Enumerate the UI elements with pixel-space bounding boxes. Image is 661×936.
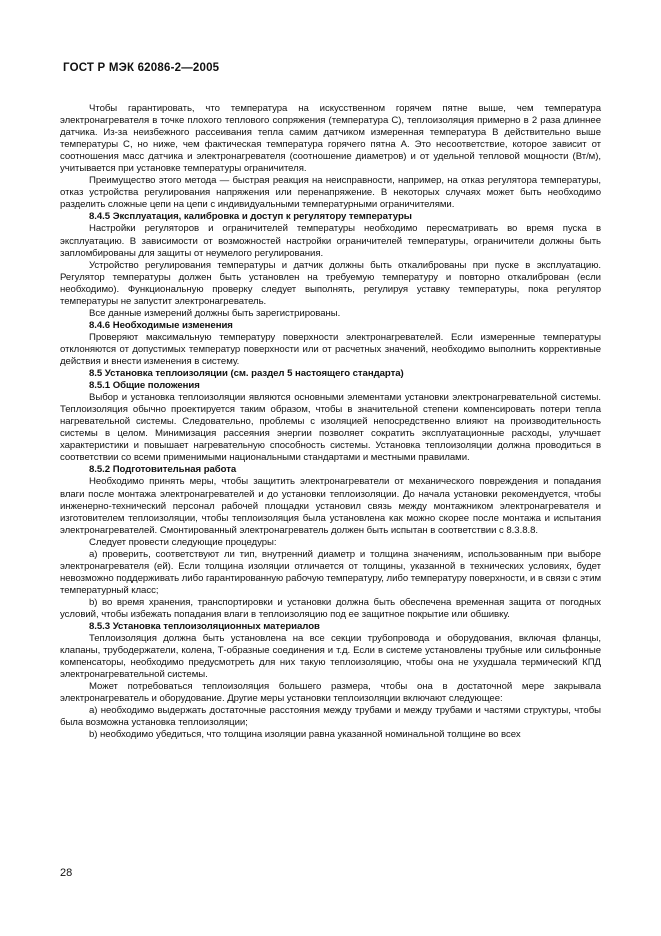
section-heading: 8.5.1 Общие положения xyxy=(89,380,200,392)
body-paragraph: a) проверить, соответствуют ли тип, внутренний диаметр и толщина значениям, использованным при выборе электронагревателя (ей). Если толщина изоляции отличается от толщины, указанной в технических условиях, будет невозможно поддерживать либо гарантированную рабочую температуру, либо температуру поверхности, и в связи с этим температурный класс; xyxy=(60,548,601,596)
body-paragraph: Выбор и установка теплоизоляции являются основными элементами установки электронагревательной системы. Теплоизоляция обычно проектируется таким образом, чтобы в значительной степени компенсировать потери тепла нагревательной системы. Следовательно, проблемы с изоляцией непосредственно влияют на производительность системы в целом. Минимизация рассеяния энергии позволяет сократить эксплуатационные расходы, улучшает характеристики и повышает нагревательную способность системы. Установка теплоизоляции должна проводиться в соответствии со всеми применимыми национальными стандартами и местными правилами. xyxy=(60,392,601,464)
body-paragraph: Следует провести следующие процедуры: xyxy=(89,536,277,548)
body-paragraph: Все данные измерений должны быть зарегистрированы. xyxy=(89,307,341,319)
body-paragraph: Устройство регулирования температуры и датчик должны быть откалиброваны при пуске в эксплуатацию. Регулятор температуры должен быть установлен на требуемую температуру и повторно откалиброван (если необходимо). Функциональную проверку следует выполнять, регулируя уставку температуры, пока регулятор температуры не запустит электронагреватель. xyxy=(60,259,601,307)
section-heading: 8.5.2 Подготовительная работа xyxy=(89,464,237,476)
body-paragraph: Проверяют максимальную температуру поверхности электронагревателей. Если измеренные температуры отклоняются от допустимых температур поверхности или от расчетных значений, необходимо выполнить коррективные действия и внести изменения в систему. xyxy=(60,331,601,367)
section-heading: 8.5 Установка теплоизоляции (см. раздел 5 настоящего стандарта) xyxy=(89,368,404,380)
body-paragraph: Теплоизоляция должна быть установлена на все секции трубопровода и оборудования, включая фланцы, клапаны, трубодержатели, колена, Т-образные соединения и т.д. Если в системе установлены трубные или сильфонные компенсаторы, необходимо предусмотреть для них такую теплоизоляцию, чтобы она не ухудшала термический КПД электронагревательной системы. xyxy=(60,633,601,681)
body-paragraph: Необходимо принять меры, чтобы защитить электронагреватели от механического повреждения и попадания влаги после монтажа электронагревателей и до установки теплоизоляции. До начала установки рекомендуется, чтобы инженерно-технический персонал рабочей площадки установил связь между монтажником электронагревателя и изготовителем теплоизоляции, чтобы теплоизоляция была установлена как можно скорее после монтажа и испытания электронагревателей. Смонтированный электронагреватель должен быть испытан в соответствии с 8.3.8.8. xyxy=(60,476,601,536)
document-body xyxy=(60,103,601,741)
section-heading: 8.4.6 Необходимые изменения xyxy=(89,319,233,331)
body-paragraph: a) необходимо выдержать достаточные расстояния между трубами и между трубами и частями структуры, чтобы была возможна установка теплоизоляции; xyxy=(60,705,601,729)
body-paragraph: Настройки регуляторов и ограничителей температуры необходимо пересматривать во время пуска в эксплуатацию. В зависимости от возможностей настройки ограничителей температуры, ограничители должны быть запломбированы для защиты от неумелого регулирования. xyxy=(60,223,601,259)
body-paragraph: b) во время хранения, транспортировки и установки должна быть обеспечена временная защита от погодных условий, чтобы избежать попадания влаги в теплоизоляцию под ее защитное покрытие или обшивку. xyxy=(60,596,601,620)
body-paragraph: Преимущество этого метода — быстрая реакция на неисправности, например, на отказ регулятора температуры, отказ устройства регулирования напряжения или перенапряжение. В некоторых случаях может быть необходимо разделить сложные цепи на цепи с индивидуальными температурными ограничителями. xyxy=(60,175,601,211)
section-heading: 8.5.3 Установка теплоизоляционных материалов xyxy=(89,621,320,633)
page-number: 28 xyxy=(60,867,73,879)
body-paragraph: Чтобы гарантировать, что температура на искусственном горячем пятне выше, чем температура электронагревателя в точке плохого теплового сопряжения (температура С), теплоизоляция примерно в 2 раза длиннее датчика. Из-за неизбежного рассеивания тепла самим датчиком измеренная температура В действительно выше температуры С, но ниже, чем фактическая температура горячего пятна А. Это несоответствие, которое зависит от соотношения масс датчика и электронагревателя (соотношение диаметров) и от удельной тепловой мощности (Вт/м), учитывается при установке температуры ограничителя. xyxy=(60,103,601,175)
body-paragraph: b) необходимо убедиться, что толщина изоляции равна указанной номинальной толщине во всех xyxy=(89,729,521,741)
document-header: ГОСТ Р МЭК 62086-2—2005 xyxy=(63,62,220,74)
section-heading: 8.4.5 Эксплуатация, калибровка и доступ к регулятору температуры xyxy=(89,211,412,223)
body-paragraph: Может потребоваться теплоизоляция большего размера, чтобы она в достаточной мере закрывала электронагреватель и оборудование. Другие меры установки теплоизоляции включают следующее: xyxy=(60,681,601,705)
